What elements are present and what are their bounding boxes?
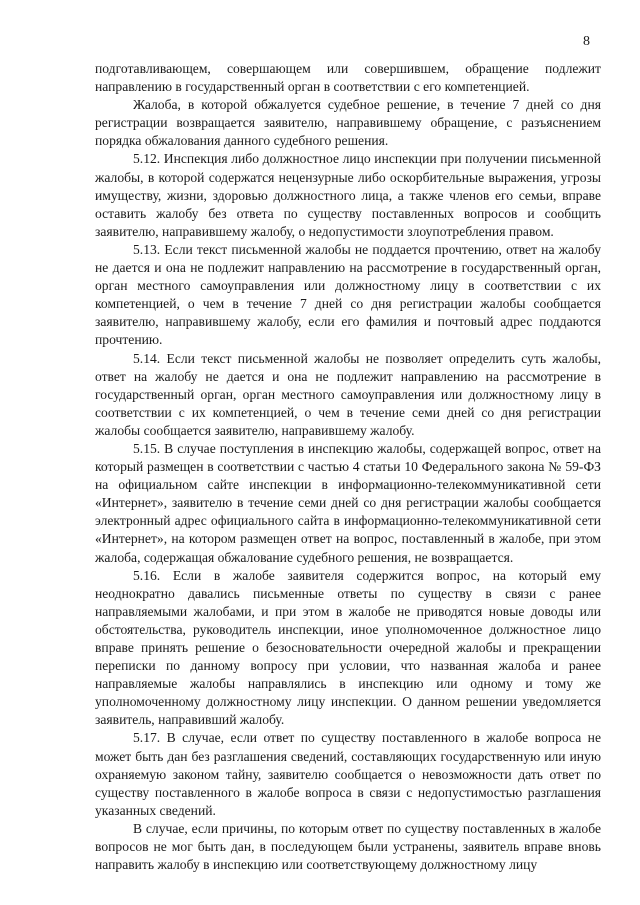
document-body — [95, 60, 601, 874]
paragraph-continuation: подготавливающем, совершающем или совершившем, обращение подлежит направлению в государственный орган в соответствии с его компетенцией. — [95, 61, 601, 95]
paragraph-court-decision-complaint: Жалоба, в которой обжалуется судебное решение, в течение 7 дней со дня регистрации возвращается заявителю, направившему обращение, с разъяснением порядка обжалования данного судебного решения. — [95, 97, 601, 149]
paragraph-5-15: 5.15. В случае поступления в инспекцию жалобы, содержащей вопрос, ответ на который размещен в соответствии с частью 4 статьи 10 Федерального закона № 59-ФЗ на официальном сайте инспекции в информационно-телекоммуникативной сети «Интернет», заявителю в течение семи дней со дня регистрации жалобы сообщается электронный адрес официального сайта в информационно-телекоммуникативной сети «Интернет», на котором размещен ответ на вопрос, поставленный в жалобе, при этом жалоба, содержащая обжалование судебного решения, не возвращается. — [95, 440, 601, 565]
paragraph-5-13: 5.13. Если текст письменной жалобы не поддается прочтению, ответ на жалобу не дается и она не подлежит направлению на рассмотрение в государственный орган, орган местного самоуправления или должностному лицу в соответствии с их компетенцией, о чем в течение 7 дней со дня регистрации жалобы сообщается заявителю, направившему жалобу, если его фамилия и почтовый адрес поддаются прочтению. — [95, 241, 601, 348]
page-number: 8 — [583, 34, 590, 49]
paragraph-resubmission: В случае, если причины, по которым ответ по существу поставленных в жалобе вопросов не мог быть дан, в последующем были устранены, заявитель вправе вновь направить жалобу в инспекцию или соответствующему должностному лицу — [95, 820, 601, 873]
paragraph-5-14: 5.14. Если текст письменной жалобы не позволяет определить суть жалобы, ответ на жалобу не дается и она не подлежит направлению на рассмотрение в государственный орган, орган местного самоуправления или должностному лицу в соответствии с их компетенцией, о чем в течение семи дней со дня регистрации жалобы сообщается заявителю, направившему жалобу. — [95, 350, 601, 438]
paragraph-5-17: 5.17. В случае, если ответ по существу поставленного в жалобе вопроса не может быть дан без разглашения сведений, составляющих государственную или иную охраняемую законом тайну, заявителю сообщается о невозможности дать ответ по существу поставленного в жалобе вопроса в связи с недопустимостью разглашения указанных сведений. — [95, 730, 601, 818]
paragraph-5-16: 5.16. Если в жалобе заявителя содержится вопрос, на который ему неоднократно давались письменные ответы по существу в связи с ранее направляемыми жалобами, и при этом в жалобе не приводятся новые доводы или обстоятельства, руководитель инспекции, иное уполномоченное должностное лицо вправе принять решение о безосновательности очередной жалобы и прекращении переписки по данному вопросу при условии, что названная жалоба и ранее направляемые жалобы направлялись в инспекцию или одному и тому же уполномоченному должностному лицу инспекции. О данном решении уведомляется заявитель, направивший жалобу. — [95, 567, 601, 728]
paragraph-5-12: 5.12. Инспекция либо должностное лицо инспекции при получении письменной жалобы, в которой содержатся нецензурные либо оскорбительные выражения, угрозы имуществу, жизни, здоровью должностного лица, а также членов его семьи, вправе оставить жалобу без ответа по существу поставленных вопросов и сообщить заявителю, направившему жалобу, о недопустимости злоупотребления правом. — [95, 151, 601, 239]
